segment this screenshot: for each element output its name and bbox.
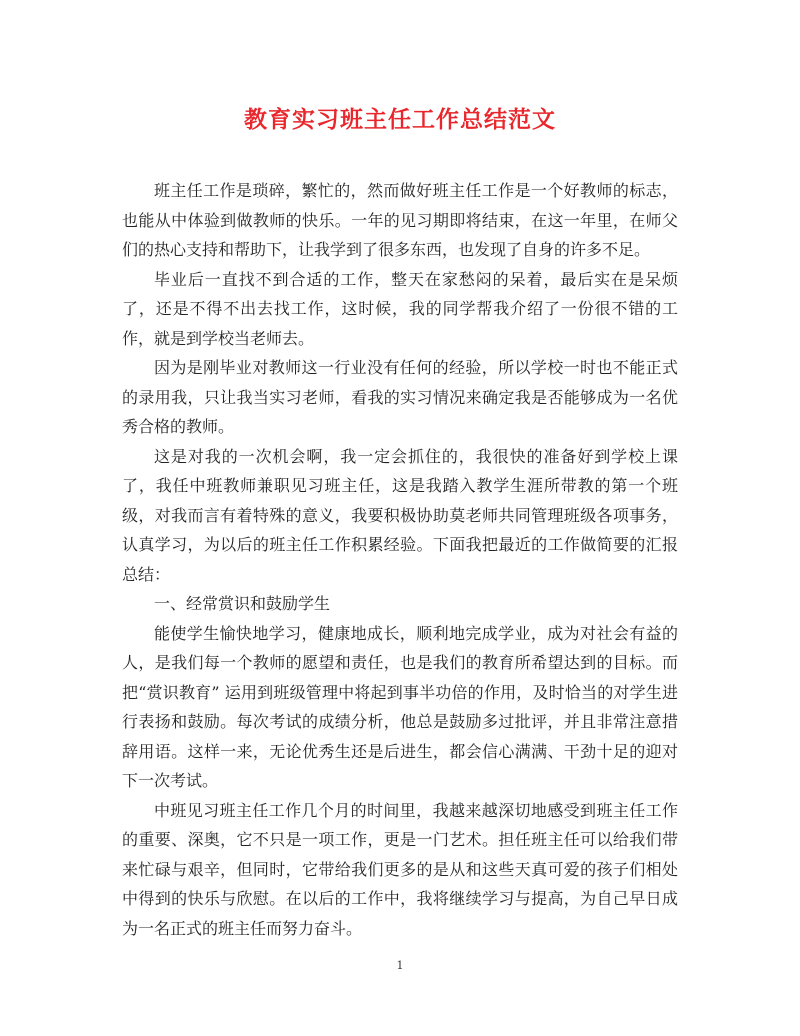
paragraph: 毕业后一直找不到合适的工作，整天在家愁闷的呆着，最后实在是呆烦了，还是不得不出去找工作，这时候，我的同学帮我介绍了一份很不错的工作，就是到学校当老师去。	[122, 269, 678, 348]
paragraph: 这是对我的一次机会啊，我一定会抓住的，我很快的准备好到学校上课了，我任中班教师兼职见习班主任，这是我踏入教学生涯所带教的第一个班级，对我而言有着特殊的意义，我要积极协助莫老师共同管理班级各项事务，认真学习，为以后的班主任工作积累经验。下面我把最近的工作做简要的汇报总结：	[122, 446, 678, 584]
document-body	[122, 176, 678, 943]
page-number: 1	[396, 959, 404, 972]
paragraph: 中班见习班主任工作几个月的时间里，我越来越深切地感受到班主任工作的重要、深奥，它不只是一项工作，更是一门艺术。担任班主任可以给我们带来忙碌与艰辛，但同时，它带给我们更多的是从和这些天真可爱的孩子们相处中得到的快乐与欣慰。在以后的工作中，我将继续学习与提高，为自己早日成为一名正式的班主任而努力奋斗。	[122, 800, 678, 938]
paragraph: 能使学生愉快地学习，健康地成长，顺利地完成学业，成为对社会有益的人，是我们每一个教师的愿望和责任，也是我们的教育所希望达到的目标。而把“赏识教育” 运用到班级管理中将起到事半功倍的作用，及时恰当的对学生进行表扬和鼓励。每次考试的成绩分析，他总是鼓励多过批评，并且非常注意措辞用语。这样一来，无论优秀生还是后进生，都会信心满满、干劲十足的迎对下一次考试。	[122, 623, 678, 790]
paragraph: 因为是刚毕业对教师这一行业没有任何的经验，所以学校一时也不能正式的录用我，只让我当实习老师，看我的实习情况来确定我是否能够成为一名优秀合格的教师。	[122, 358, 678, 436]
paragraph: 班主任工作是琐碎，繁忙的，然而做好班主任工作是一个好教师的标志，也能从中体验到做教师的快乐。一年的见习期即将结束，在这一年里，在师父们的热心支持和帮助下，让我学到了很多东西，也发现了自身的许多不足。	[122, 181, 678, 259]
section-heading: 一、经常赏识和鼓励学生	[154, 594, 331, 613]
document-title: 教育实习班主任工作总结范文	[244, 106, 556, 133]
